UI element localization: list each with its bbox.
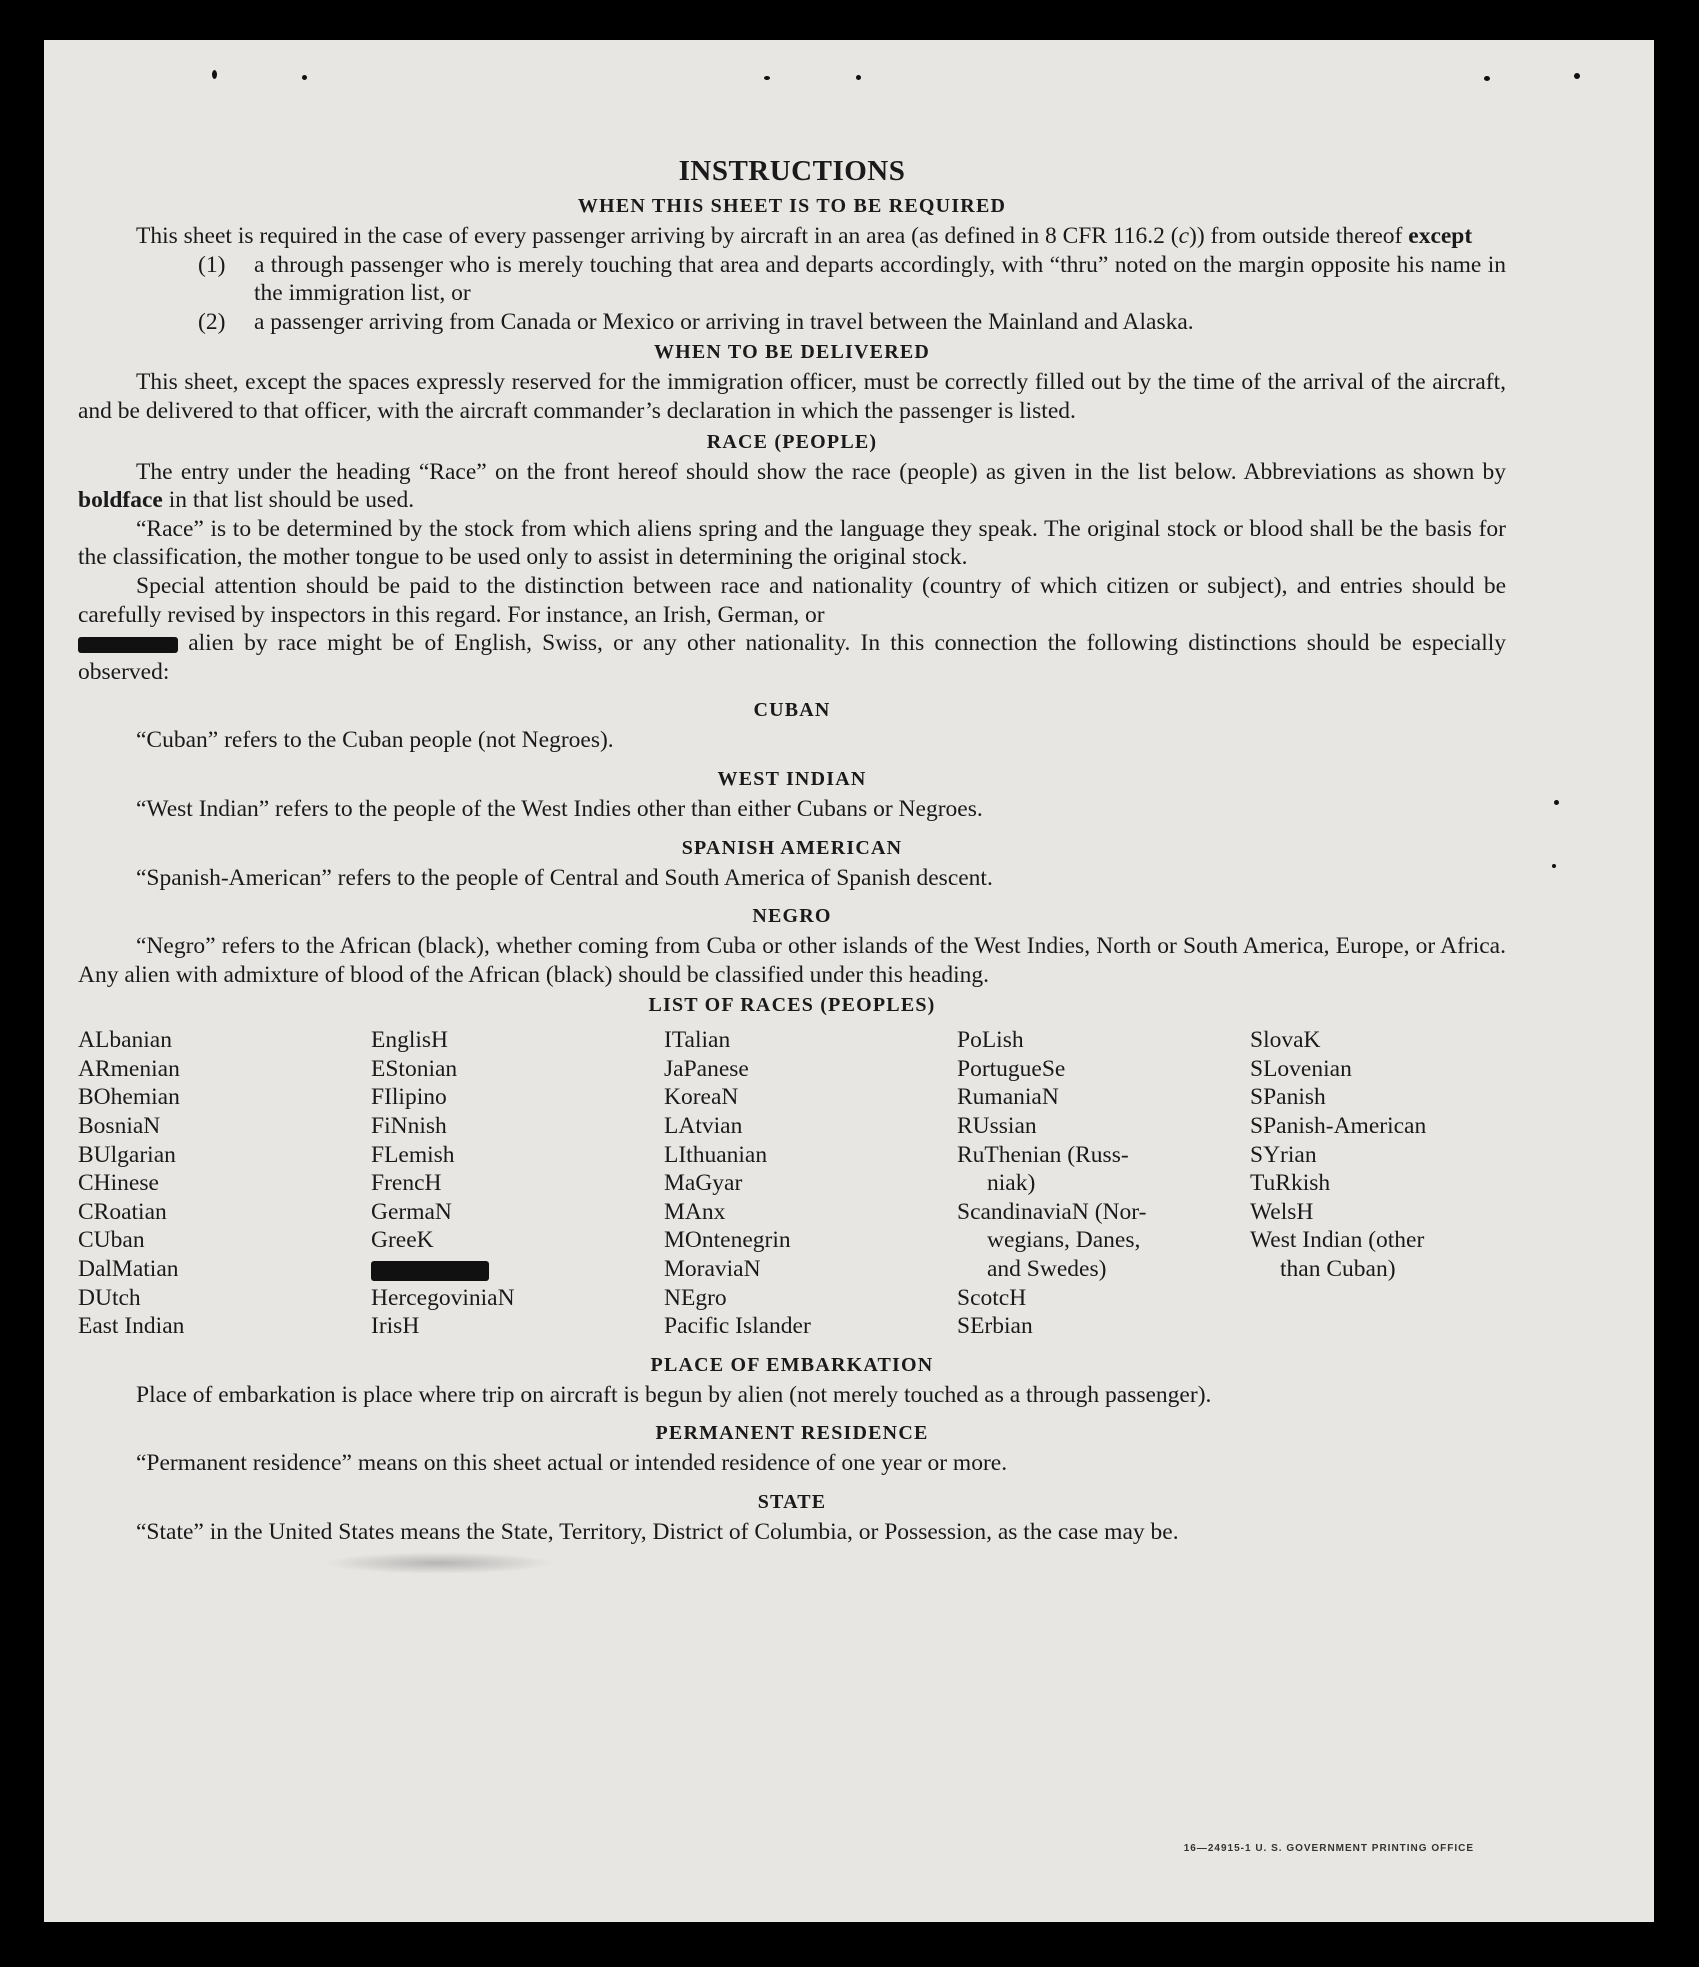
race-entry: SErbian [957,1313,1033,1340]
race-entry: FiNnish [371,1113,447,1140]
race-entry: SPanish-American [1250,1113,1427,1140]
races-column-2 [371,1026,664,1341]
race-entry: JaPanese [664,1055,749,1082]
races-column-5 [1250,1026,1510,1341]
race-entry: EnglisH [371,1027,449,1054]
exception-text: a passenger arriving from Canada or Mexico or arriving in travel between the Mainland and Alaska. [254,308,1194,335]
race-entry-redacted [371,1255,664,1284]
race-entry-continued: than Cuban) [1280,1256,1396,1283]
race-entry: ARmenian [78,1055,180,1082]
race-entry-continued: wegians, Danes, [987,1227,1141,1254]
race-entry: MAnx [664,1198,726,1225]
race-entry: FIlipino [371,1084,447,1111]
scan-speck [1484,76,1490,81]
race-entry: RumaniaN [957,1084,1059,1111]
races-column-1 [78,1026,371,1341]
race-entry: IrisH [371,1313,420,1340]
exception-item [198,251,1506,308]
race-entry: Pacific Islander [664,1313,811,1340]
exception-number: (2) [198,308,226,335]
race-entry: LAtvian [664,1113,743,1140]
scan-speck [302,75,307,80]
race-entry: DalMatian [78,1256,179,1283]
race-entry: EStonian [371,1055,458,1082]
races-list [78,1026,1506,1341]
section-heading-required: WHEN THIS SHEET IS TO BE REQUIRED [577,195,1007,217]
section-heading-state: STATE [757,1491,827,1513]
race-entry: ScandinaviaN (Nor- [957,1198,1147,1225]
race-entry: CRoatian [78,1198,167,1225]
race-paragraph-2: “Race” is to be determined by the stock from which aliens spring and the language they speak. The original stock or blood shall be the basis for the classification, the mother tongue to be used only to assist in determining the original stock. [78,515,1506,571]
negro-text: “Negro” refers to the African (black), whether coming from Cuba or other islands of the West Indies, North or South America, Europe, or Africa. Any alien with admixture of blood of the African (black) should be classified under this heading. [78,933,1506,988]
delivered-text: This sheet, except the spaces expressly reserved for the immigration officer, must be correctly filled out by the time of the arrival of the aircraft, and be delivered to that officer, with the aircraft commander’s declaration in which the passenger is listed. [78,369,1506,424]
race-entry: SLovenian [1250,1055,1352,1082]
exception-text: a through passenger who is merely touching that area and departs accordingly, with “thru” noted on the margin opposite his name in the immigration list, or [254,251,1506,307]
race-entry: GreeK [371,1227,434,1254]
race-entry: FLemish [371,1141,455,1168]
race-entry-continued: niak) [987,1170,1036,1197]
race-entry: East Indian [78,1313,185,1340]
race-entry: DUtch [78,1284,141,1311]
scan-speck [1574,73,1580,79]
required-intro: This sheet is required in the case of every passenger arriving by aircraft in an area (as defined in 8 CFR 116.2 (c)) from outside thereof except [136,223,1473,249]
scan-smudge [324,1552,554,1574]
race-entry: CUban [78,1227,145,1254]
permanent-residence-text: “Permanent residence” means on this sheet actual or intended residence of one year or more. [136,1450,1008,1477]
section-heading-race: RACE (PEOPLE) [706,430,878,453]
race-entry: LIthuanian [664,1141,768,1168]
spanish-american-text: “Spanish-American” refers to the people of Central and South America of Spanish descent. [136,864,993,891]
redaction-mark [371,1261,489,1281]
redaction-mark [78,637,178,653]
exception-item [198,308,1506,337]
west-indian-text: “West Indian” refers to the people of the West Indies other than either Cubans or Negroes. [136,795,983,822]
race-entry: BUlgarian [78,1141,176,1168]
state-text: “State” in the United States means the State, Territory, District of Columbia, or Possession, as the case may be. [136,1519,1179,1545]
scan-speck [764,76,770,80]
section-heading-permanent-residence: PERMANENT RESIDENCE [655,1422,929,1445]
race-entry: ITalian [664,1027,731,1054]
document-page [44,40,1654,1922]
scan-speck [856,75,861,80]
race-entry: RuThenian (Russ- [957,1141,1129,1168]
race-entry: MaGyar [664,1170,743,1197]
race-entry: CHinese [78,1170,159,1197]
section-heading-delivered: WHEN TO BE DELIVERED [653,341,931,364]
race-paragraph-3 [78,572,1506,686]
section-heading-embarkation: PLACE OF EMBARKATION [650,1353,934,1376]
section-heading-negro: NEGRO [752,905,832,928]
page-title: INSTRUCTIONS [678,155,906,187]
race-paragraph-3a: Special attention should be paid to the distinction between race and nationality (country of which citizen or subject), and entries should be carefully revised by inspectors in this regard. For instance, an Irish, German, or [78,572,1506,628]
race-entry: KoreaN [664,1084,739,1111]
race-entry: PoLish [957,1027,1024,1054]
race-paragraph-3b: alien by race might be of English, Swiss, or any other nationality. In this connection the following distinctions should be especially observed: [78,630,1507,685]
instructions-content [78,154,1506,1547]
race-entry: West Indian (other [1250,1227,1425,1254]
race-entry: ScotcH [957,1284,1027,1311]
race-entry: SYrian [1250,1141,1317,1168]
cuban-text: “Cuban” refers to the Cuban people (not Negroes). [136,727,614,754]
section-heading-cuban: CUBAN [753,699,831,722]
scan-speck [212,70,217,79]
races-column-4 [957,1026,1250,1341]
exception-number: (1) [198,251,226,278]
embarkation-text: Place of embarkation is place where trip on aircraft is begun by alien (not merely touched as a through passenger). [136,1381,1212,1408]
races-column-3 [664,1026,957,1341]
race-entry: HercegoviniaN [371,1284,515,1311]
race-entry: RUssian [957,1113,1037,1140]
section-heading-west-indian: WEST INDIAN [717,767,867,790]
section-heading-spanish-american: SPANISH AMERICAN [681,836,903,859]
printing-office-footer: 16—24915-1 U. S. GOVERNMENT PRINTING OFFICE [1183,1843,1474,1854]
race-entry-continued: and Swedes) [987,1256,1107,1283]
race-entry: WelsH [1250,1198,1314,1225]
race-entry: BosniaN [78,1113,161,1140]
section-heading-list-of-races: LIST OF RACES (PEOPLES) [648,994,936,1017]
race-entry: SlovaK [1250,1027,1321,1054]
race-entry: MOntenegrin [664,1227,791,1254]
race-paragraph-1: The entry under the heading “Race” on the front hereof should show the race (people) as given in the list below. Abbreviations as shown by boldface in that list should be used. [78,458,1506,514]
race-entry: GermaN [371,1198,452,1225]
scan-speck [1554,800,1559,805]
race-entry: PortugueSe [957,1055,1066,1082]
scan-speck [1552,864,1556,868]
race-entry: BOhemian [78,1084,180,1111]
race-entry: NEgro [664,1284,727,1311]
race-entry: TuRkish [1250,1170,1331,1197]
race-entry: FrencH [371,1170,442,1197]
race-entry: MoraviaN [664,1256,761,1283]
race-entry: ALbanian [78,1027,172,1054]
race-entry: SPanish [1250,1084,1326,1111]
